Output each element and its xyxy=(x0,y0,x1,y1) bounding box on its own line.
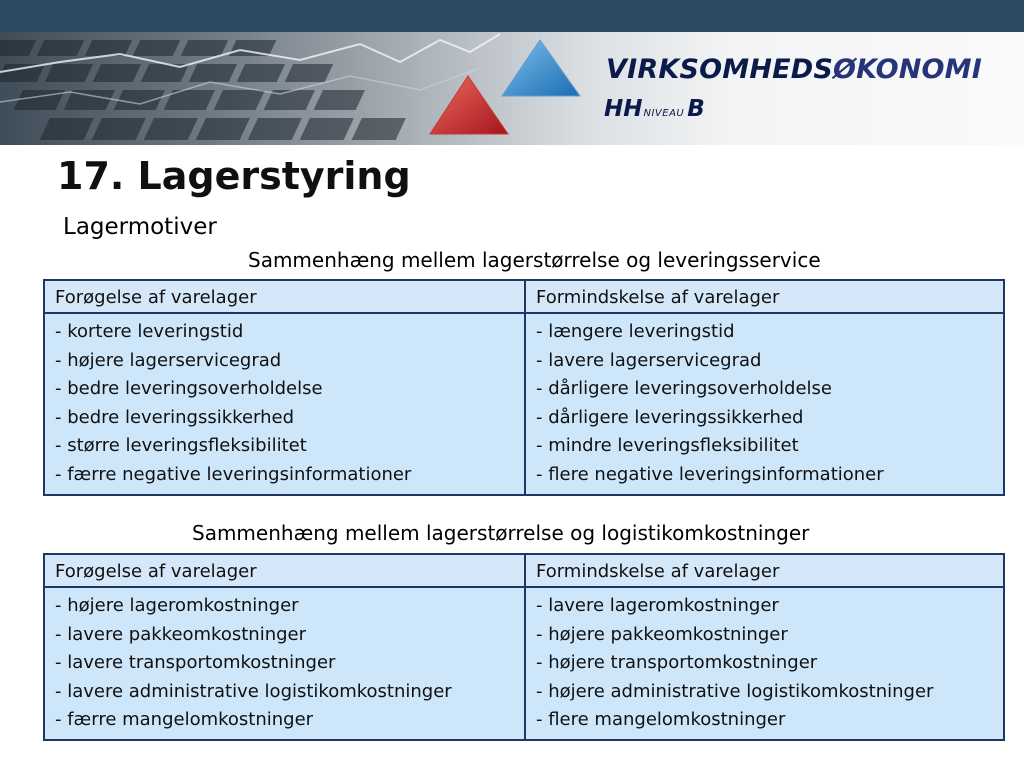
table-body-row xyxy=(44,313,1004,495)
list-item: - dårligere leveringsoverholdelse xyxy=(536,378,832,400)
list-item: - flere negative leveringsinformationer xyxy=(536,463,884,485)
table-body-row xyxy=(44,587,1004,740)
page-title: 17. Lagerstyring xyxy=(57,154,411,198)
brand-title xyxy=(606,54,982,85)
list-item: - lavere administrative logistikomkostninger xyxy=(55,680,452,702)
increase-effects-cell xyxy=(44,587,525,740)
decrease-effects-cell xyxy=(525,587,1004,740)
brand-sub-small: NIVEAU xyxy=(643,108,685,119)
column-header-increase: Forøgelse af varelager xyxy=(44,280,525,313)
list-item: - færre mangelomkostninger xyxy=(55,709,314,731)
increase-effects-cell xyxy=(44,313,525,495)
service-comparison-table xyxy=(43,279,1005,496)
list-item: - højere transportomkostninger xyxy=(536,652,818,674)
column-header-decrease: Formindskelse af varelager xyxy=(525,280,1004,313)
list-item: - højere lageromkostninger xyxy=(55,595,299,616)
brand-accent: ØKONOMI xyxy=(833,54,982,85)
list-item: - lavere lageromkostninger xyxy=(536,595,779,616)
table-header-row xyxy=(44,554,1004,587)
list-item: - højere lagerservicegrad xyxy=(55,349,282,371)
page-subtitle: Lagermotiver xyxy=(63,214,217,240)
brand-sub-level: B xyxy=(687,96,705,122)
list-item: - lavere lagerservicegrad xyxy=(536,349,762,371)
header-banner xyxy=(0,32,1024,145)
list-item: - bedre leveringsoverholdelse xyxy=(55,378,323,400)
list-item: - færre negative leveringsinformationer xyxy=(55,463,412,485)
list-item: - større leveringsfleksibilitet xyxy=(55,435,307,457)
brand-main: VIRKSOMHEDS xyxy=(606,54,834,85)
list-item: - dårligere leveringssikkerhed xyxy=(536,406,804,428)
table-header-row xyxy=(44,280,1004,313)
list-item: - lavere transportomkostninger xyxy=(55,652,336,674)
list-item: - kortere leveringstid xyxy=(55,321,244,342)
red-triangle-logo-icon xyxy=(430,76,508,134)
list-item: - mindre leveringsfleksibilitet xyxy=(536,435,799,457)
decrease-effects-cell xyxy=(525,313,1004,495)
top-strip xyxy=(0,0,1024,32)
column-header-increase: Forøgelse af varelager xyxy=(44,554,525,587)
list-item: - bedre leveringssikkerhed xyxy=(55,406,295,428)
blue-triangle-logo-icon xyxy=(502,40,580,96)
list-item: - højere pakkeomkostninger xyxy=(536,623,788,645)
brand-subtitle xyxy=(604,96,705,122)
cost-comparison-table xyxy=(43,553,1005,741)
brand-sub-main: HH xyxy=(604,96,643,122)
section2-caption: Sammenhæng mellem lagerstørrelse og logistikomkostninger xyxy=(192,521,810,545)
list-item: - flere mangelomkostninger xyxy=(536,709,786,731)
list-item: - højere administrative logistikomkostninger xyxy=(536,680,934,702)
section1-caption: Sammenhæng mellem lagerstørrelse og leveringsservice xyxy=(248,248,821,272)
list-item: - lavere pakkeomkostninger xyxy=(55,623,307,645)
column-header-decrease: Formindskelse af varelager xyxy=(525,554,1004,587)
list-item: - længere leveringstid xyxy=(536,321,735,342)
